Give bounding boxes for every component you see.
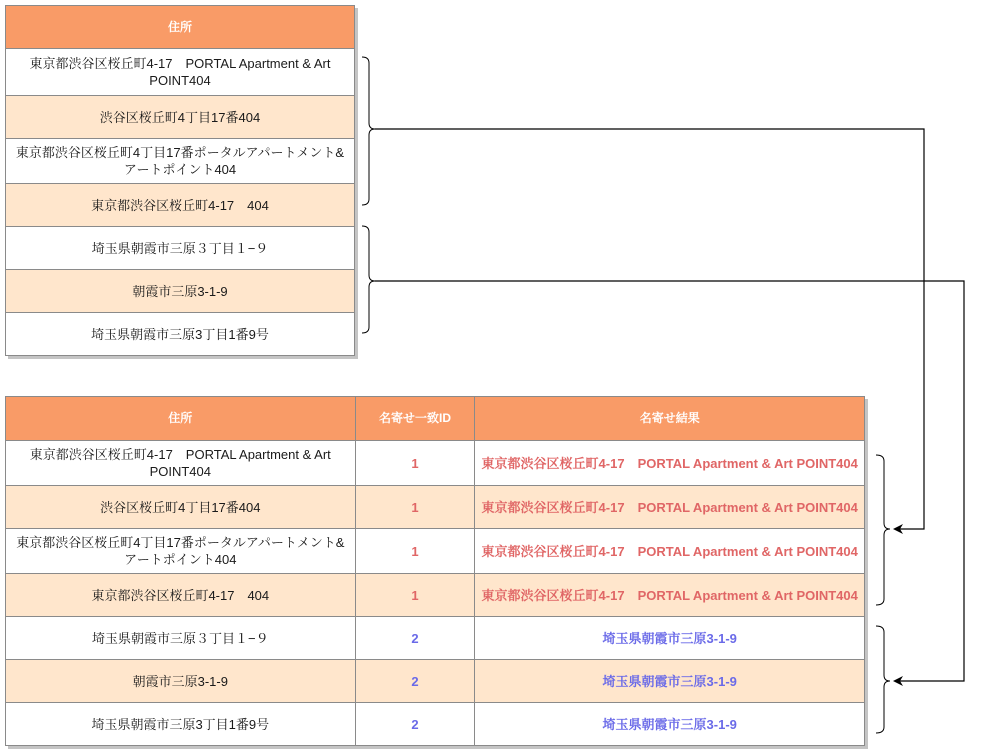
match-id-cell: 1 xyxy=(355,486,475,529)
address-cell: 東京都渋谷区桜丘町4丁目17番ポータルアパートメント&アートポイント404 xyxy=(6,529,356,574)
table-row: 朝霞市三原3-1-9 xyxy=(6,270,355,313)
table-row: 東京都渋谷区桜丘町4-17 404 xyxy=(6,184,355,227)
table-row xyxy=(6,617,865,660)
merged-result-table xyxy=(5,396,865,746)
table-row xyxy=(6,574,865,617)
brace-icon xyxy=(876,455,890,605)
table-row xyxy=(6,703,865,746)
table-row xyxy=(6,441,865,486)
match-result-cell: 埼玉県朝霞市三原3-1-9 xyxy=(475,703,865,746)
header-match-result: 名寄せ結果 xyxy=(475,397,865,441)
address-cell: 東京都渋谷区桜丘町4-17 404 xyxy=(6,574,356,617)
match-id-cell: 2 xyxy=(355,703,475,746)
table-row: 渋谷区桜丘町4丁目17番404 xyxy=(6,96,355,139)
table-row: 埼玉県朝霞市三原3丁目1番9号 xyxy=(6,313,355,356)
brace-icon xyxy=(362,57,375,205)
address-cell: 東京都渋谷区桜丘町4-17 PORTAL Apartment & Art POINT404 xyxy=(6,441,356,486)
header-address: 住所 xyxy=(6,397,356,441)
address-cell: 埼玉県朝霞市三原3丁目1番9号 xyxy=(6,703,356,746)
address-cell: 渋谷区桜丘町4丁目17番404 xyxy=(6,486,356,529)
table-row: 埼玉県朝霞市三原３丁目１−９ xyxy=(6,227,355,270)
table-row: 東京都渋谷区桜丘町4-17 PORTAL Apartment & Art POINT404 xyxy=(6,49,355,96)
address-cell: 埼玉県朝霞市三原３丁目１−９ xyxy=(6,617,356,660)
match-id-cell: 2 xyxy=(355,617,475,660)
source-address-table xyxy=(5,5,355,356)
match-result-cell: 東京都渋谷区桜丘町4-17 PORTAL Apartment & Art POINT404 xyxy=(475,486,865,529)
match-result-cell: 東京都渋谷区桜丘町4-17 PORTAL Apartment & Art POINT404 xyxy=(475,441,865,486)
match-result-cell: 東京都渋谷区桜丘町4-17 PORTAL Apartment & Art POINT404 xyxy=(475,529,865,574)
table-row xyxy=(6,660,865,703)
table-row: 東京都渋谷区桜丘町4丁目17番ポータルアパートメント&アートポイント404 xyxy=(6,139,355,184)
match-result-cell: 東京都渋谷区桜丘町4-17 PORTAL Apartment & Art POINT404 xyxy=(475,574,865,617)
brace-icon xyxy=(362,226,375,333)
match-id-cell: 1 xyxy=(355,441,475,486)
table-row xyxy=(6,486,865,529)
header-match-id: 名寄せ一致ID xyxy=(355,397,475,441)
match-id-cell: 1 xyxy=(355,574,475,617)
address-cell: 朝霞市三原3-1-9 xyxy=(6,660,356,703)
header-address: 住所 xyxy=(6,6,355,49)
table-row xyxy=(6,529,865,574)
match-id-cell: 1 xyxy=(355,529,475,574)
match-id-cell: 2 xyxy=(355,660,475,703)
brace-icon xyxy=(876,626,890,733)
match-result-cell: 埼玉県朝霞市三原3-1-9 xyxy=(475,660,865,703)
match-result-cell: 埼玉県朝霞市三原3-1-9 xyxy=(475,617,865,660)
